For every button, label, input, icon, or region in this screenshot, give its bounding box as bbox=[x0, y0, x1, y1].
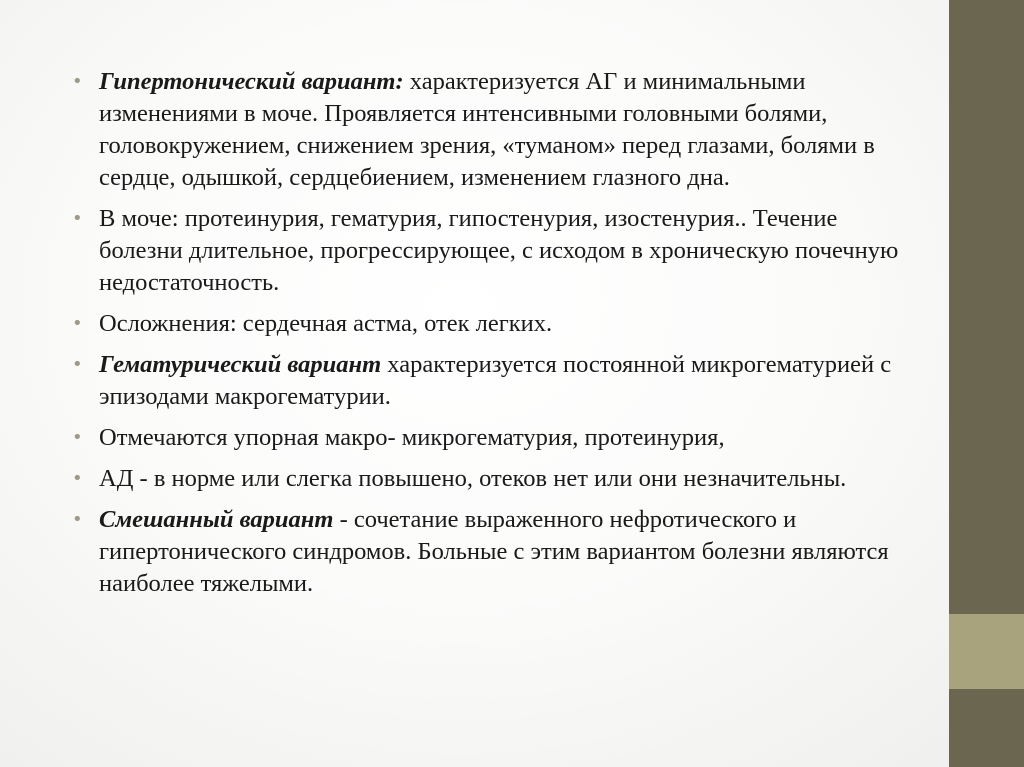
bullet-list bbox=[72, 66, 912, 609]
bullet-text: АД - в норме или слегка повышено, отеков нет или они незначительны. bbox=[99, 465, 847, 492]
sidebar-bottom-stripe bbox=[949, 689, 1024, 767]
sidebar-accent-square bbox=[949, 614, 1024, 689]
bullet-dot-icon: • bbox=[72, 313, 83, 334]
bullet-term: Смешанный вариант bbox=[99, 506, 334, 533]
bullet-text: Осложнения: сердечная астма, отек легких. bbox=[99, 310, 553, 337]
bullet-text: характеризуется АГ и минимальными изменениями в моче. Проявляется интенсивными головными болями, головокружением, снижением зрения, «туманом» перед глазами, болями в сердце, одышкой, сердцебиением, изменением глазного дна. bbox=[99, 68, 875, 191]
bullet-item bbox=[72, 504, 912, 600]
bullet-item bbox=[72, 203, 912, 299]
bullet-dot-icon: • bbox=[72, 427, 83, 448]
bullet-item bbox=[72, 349, 912, 413]
bullet-item bbox=[72, 308, 912, 340]
bullet-text: - сочетание выраженного нефротического и гипертонического синдромов. Больные с этим вариантом болезни являются наиболее тяжелыми. bbox=[99, 506, 889, 597]
bullet-text: характеризуется постоянной микрогематурией с эпизодами макрогематурии. bbox=[99, 351, 892, 410]
bullet-text: Отмечаются упорная макро- микрогематурия, протеинурия, bbox=[99, 424, 725, 451]
bullet-text: В моче: протеинурия, гематурия, гипостенурия, изостенурия.. Течение болезни длительное, прогрессирующее, с исходом в хроническую почечную недостаточность. bbox=[99, 205, 899, 296]
bullet-item bbox=[72, 422, 912, 454]
bullet-dot-icon: • bbox=[72, 509, 83, 530]
bullet-dot-icon: • bbox=[72, 71, 83, 92]
bullet-term: Гематурический вариант bbox=[99, 351, 382, 378]
bullet-term: Гипертонический вариант: bbox=[99, 68, 404, 95]
bullet-dot-icon: • bbox=[72, 468, 83, 489]
bullet-item bbox=[72, 66, 912, 194]
bullet-dot-icon: • bbox=[72, 354, 83, 375]
bullet-dot-icon: • bbox=[72, 208, 83, 229]
sidebar-dark-stripe bbox=[949, 0, 1024, 614]
bullet-item bbox=[72, 463, 912, 495]
